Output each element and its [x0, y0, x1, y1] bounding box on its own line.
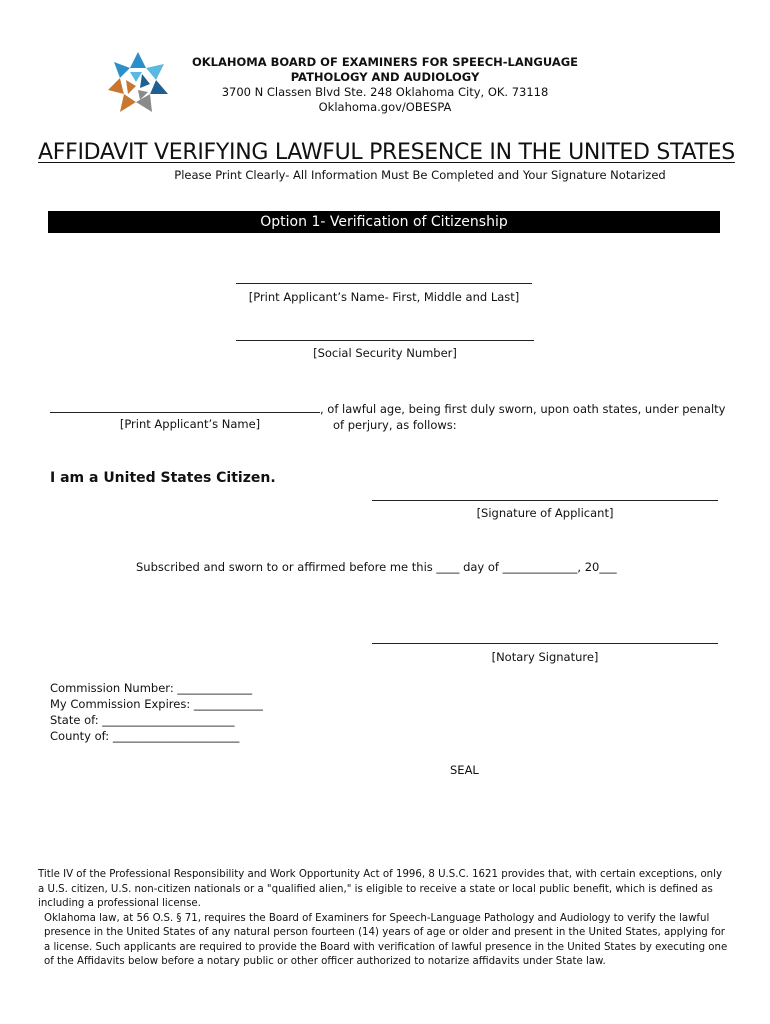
subscribed-sworn-text: Subscribed and sworn to or affirmed before me this ____ day of _____________, 20___	[136, 560, 617, 574]
org-address: 3700 N Classen Blvd Ste. 248 Oklahoma City, OK. 73118	[221, 85, 549, 99]
star-logo-icon	[106, 50, 170, 114]
legal-notice	[38, 868, 728, 970]
ssn-caption: [Social Security Number]	[313, 346, 457, 360]
org-website: Oklahoma.gov/OBESPA	[318, 100, 452, 114]
applicant-signature-caption: [Signature of Applicant]	[476, 506, 614, 520]
org-name-line1: OKLAHOMA BOARD OF EXAMINERS FOR SPEECH-LANGUAGE	[191, 55, 579, 69]
seal-label: SEAL	[450, 763, 479, 777]
legal-notice-paragraph-1: Title IV of the Professional Responsibility and Work Opportunity Act of 1996, 8 U.S.C. 1621 provides that, with certain exceptions, only a U.S. citizen, U.S. non-citizen nationals or a "qualified alien," is eligible to receive a state or local public benefit, which is defined as including a professional license.	[38, 869, 723, 909]
applicant-name-caption: [Print Applicant’s Name- First, Middle and Last]	[248, 290, 520, 304]
commission-number: Commission Number: _____________	[50, 681, 253, 695]
section-heading: Option 1- Verification of Citizenship	[48, 211, 720, 233]
notary-signature-field[interactable]	[372, 643, 718, 644]
applicant-name-field[interactable]	[236, 283, 532, 284]
applicant-signature-field[interactable]	[372, 500, 718, 501]
oath-text-line2: of perjury, as follows:	[333, 418, 457, 432]
applicant-name-short-field[interactable]	[50, 412, 320, 413]
legal-notice-paragraph-2: Oklahoma law, at 56 O.S. § 71, requires the Board of Examiners for Speech-Language Pathology and Audiology to verify the lawful presence in the United States of any natural person fourteen (14) years of age or older and present in the United States, applying for a license. Such applicants are required to provide the Board with verification of lawful presence in the United States by executing one of the Affidavits below before a notary public or other officer authorized to notarize affidavits under State law.	[44, 912, 728, 967]
ssn-field[interactable]	[236, 340, 534, 341]
citizenship-statement: I am a United States Citizen.	[50, 470, 276, 486]
notary-state: State of: _______________________	[50, 713, 235, 727]
commission-expires: My Commission Expires: ____________	[50, 697, 263, 711]
applicant-name-short-caption: [Print Applicant’s Name]	[119, 417, 261, 431]
notary-county: County of: ______________________	[50, 729, 240, 743]
org-name-line2: PATHOLOGY AND AUDIOLOGY	[290, 70, 480, 84]
page-subtitle: Please Print Clearly- All Information Must Be Completed and Your Signature Notarized	[174, 168, 666, 182]
notary-signature-caption: [Notary Signature]	[491, 650, 599, 664]
oath-text-line1: , of lawful age, being first duly sworn, upon oath states, under penalty	[320, 402, 726, 416]
page-title: AFFIDAVIT VERIFYING LAWFUL PRESENCE IN THE UNITED STATES	[38, 140, 735, 165]
